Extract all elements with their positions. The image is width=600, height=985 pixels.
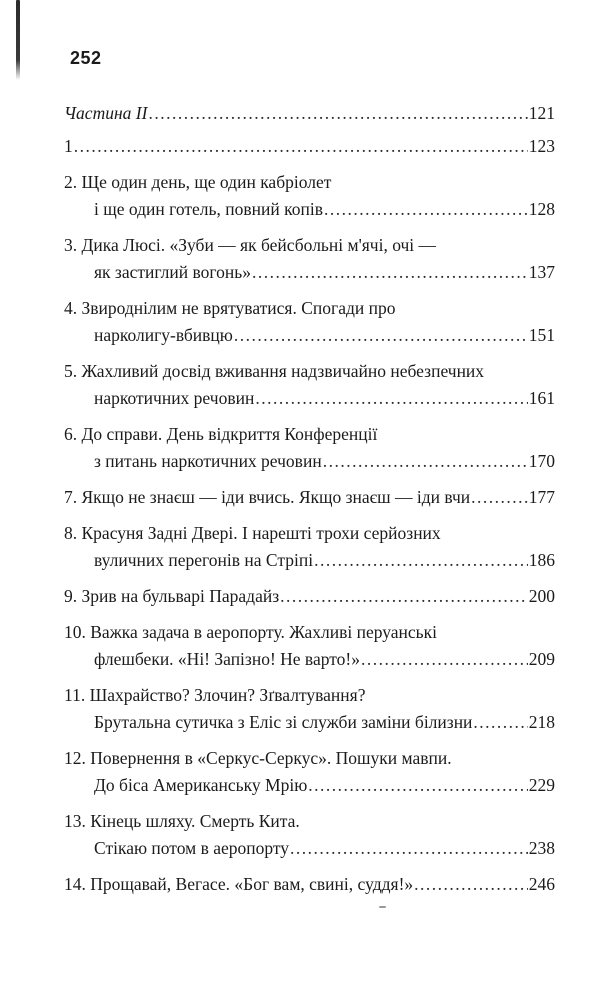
toc-entry-title-continuation: Брутальна сутичка з Еліс зі служби заміни білизни [94,712,473,732]
toc-entry-page: 128 [528,199,555,219]
toc-entry-title-continuation: як застиглий вогонь» [94,262,251,282]
dot-leader [324,196,528,223]
toc-entry [64,520,555,574]
toc-entry [64,583,555,610]
toc-entry [64,871,555,898]
toc-entry [64,169,555,223]
toc-entry [64,619,555,673]
page-number: 252 [70,48,102,68]
dot-leader [314,547,528,574]
dot-leader [323,448,528,475]
toc-entry-page: 229 [528,775,555,795]
toc-entry-title: 4. Звироднілим не врятуватися. Спогади про [64,298,396,318]
toc-entry-title-continuation: флешбеки. «Ні! Запізно! Не варто!» [94,649,360,669]
dot-leader [290,835,528,862]
toc-entry-title: 11. Шахрайство? Злочин? Зґвалтування? [64,685,366,705]
toc-entry [64,232,555,286]
toc-entry-page: 170 [528,451,555,471]
dot-leader [280,583,528,610]
toc-entry-page: 177 [528,487,555,507]
dot-leader [252,259,528,286]
toc-entry [64,745,555,799]
toc-entry-page: 161 [528,388,555,408]
toc-entry-page: 151 [528,325,555,345]
toc-entry-title: 2. Ще один день, ще один кабріолет [64,172,332,192]
toc-entry-page: 137 [528,262,555,282]
toc-entry-title: 7. Якщо не знаєш — іди вчись. Якщо знаєш — іди вчи [64,487,471,507]
toc-entry [64,100,555,127]
toc-entry-title-continuation: і ще один готель, повний копів [94,199,323,219]
toc-entry [64,295,555,349]
toc-entry-title: 9. Зрив на бульварі Парадайз [64,586,280,606]
toc-entry-page: 218 [528,712,555,732]
paper-speck [379,906,386,908]
toc-entry-title: 14. Прощавай, Вегасе. «Бог вам, свині, суддя!» [64,874,414,894]
toc-entry-title: 6. До справи. День відкриття Конференції [64,424,378,444]
toc-entry-title: 8. Красуня Задні Двері. І нарешті трохи серйозних [64,523,441,543]
dot-leader [74,133,528,160]
dot-leader [471,484,528,511]
toc-entry-title: 5. Жахливий досвід вживання надзвичайно небезпечних [64,361,485,381]
toc-entry-page: 186 [528,550,555,570]
toc-entry [64,682,555,736]
toc-entry [64,133,555,160]
dot-leader [361,646,528,673]
dot-leader [255,385,527,412]
toc-entry-page: 238 [528,838,555,858]
toc-entry-page: 200 [528,586,555,606]
toc-entry-title: 13. Кінець шляху. Смерть Кита. [64,811,300,831]
table-of-contents [64,100,555,907]
toc-entry [64,484,555,511]
toc-entry-title: 1 [64,136,73,156]
toc-entry [64,358,555,412]
toc-entry-title-continuation: нарколигу-вбивцю [94,325,233,345]
page-edge-shadow [16,0,20,80]
toc-entry-title: Частина II [64,103,148,123]
toc-entry-title-continuation: вуличних перегонів на Стріпі [94,550,314,570]
dot-leader [473,709,527,736]
dot-leader [148,100,527,127]
toc-entry-title: 10. Важка задача в аеропорту. Жахливі перуанські [64,622,438,642]
toc-entry-title-continuation: з питань наркотичних речовин [94,451,322,471]
toc-entry [64,421,555,475]
toc-entry-title: 12. Повернення в «Серкус-Серкус». Пошуки мавпи. [64,748,452,768]
toc-entry-title: 3. Дика Люсі. «Зуби — як бейсбольні м'ячі, очі — [64,235,437,255]
dot-leader [414,871,528,898]
toc-entry [64,808,555,862]
toc-entry-page: 209 [528,649,555,669]
toc-entry-title-continuation: Стікаю потом в аеропорту [94,838,290,858]
dot-leader [308,772,527,799]
dot-leader [234,322,528,349]
toc-entry-page: 123 [528,136,555,156]
toc-entry-title-continuation: наркотичних речовин [94,388,255,408]
toc-entry-page: 121 [528,103,555,123]
toc-entry-page: 246 [528,874,555,894]
toc-entry-title-continuation: До біса Американську Мрію [94,775,308,795]
